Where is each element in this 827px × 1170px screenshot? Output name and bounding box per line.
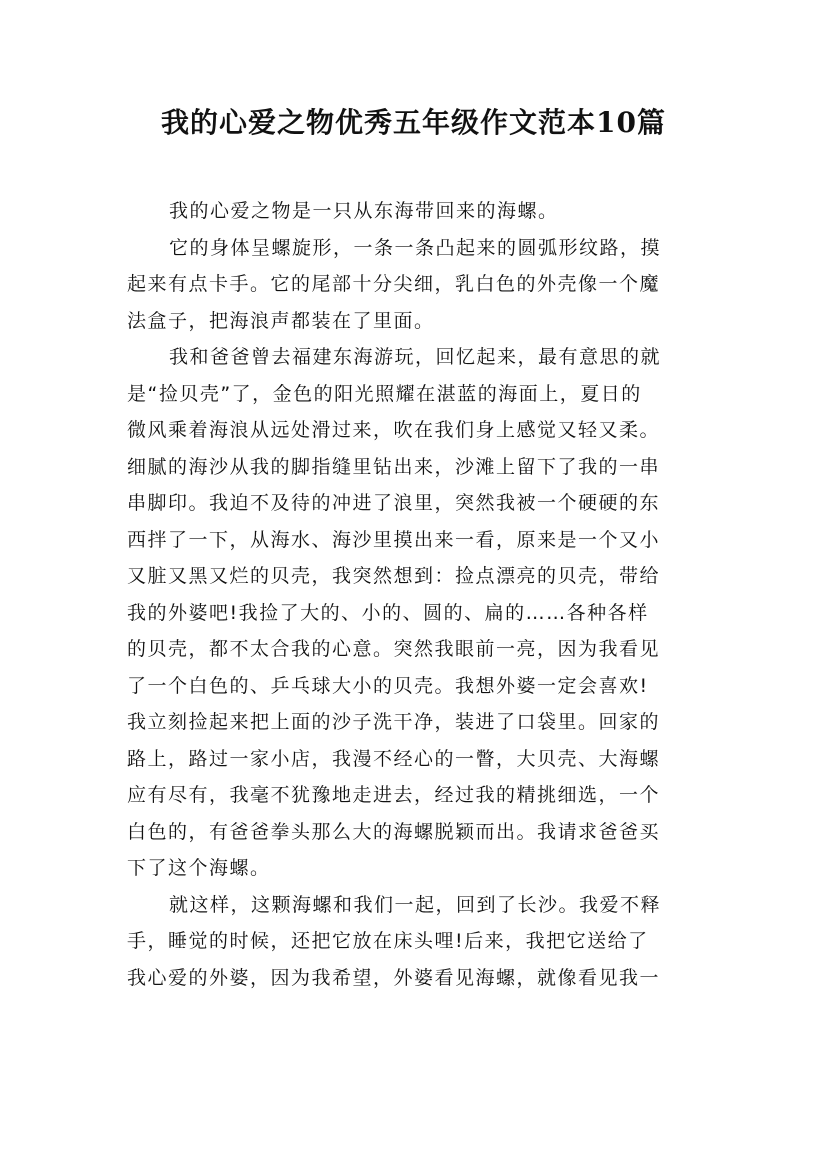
paragraph-line: 又脏又黑又烂的贝壳，我突然想到：捡点漂亮的贝壳，带给 bbox=[127, 565, 661, 587]
paragraph-line: 是“捡贝壳”了，金色的阳光照耀在湛蓝的海面上，夏日的 bbox=[127, 382, 642, 405]
paragraph-line: 手，睡觉的时候，还把它放在床头哩!后来，我把它送给了 bbox=[127, 930, 649, 952]
paragraph-line: 路上，路过一家小店，我漫不经心的一瞥，大贝壳、大海螺 bbox=[127, 747, 661, 770]
paragraph-line: 了一个白色的、乒乓球大小的贝壳。我想外婆一定会喜欢! bbox=[127, 674, 649, 697]
paragraph-line: 细腻的海沙从我的脚指缝里钻出来，沙滩上留下了我的一串 bbox=[127, 455, 661, 478]
paragraph-line: 我的外婆吧!我捡了大的、小的、圆的、扁的……各种各样 bbox=[127, 601, 649, 624]
paragraph-line: 法盒子，把海浪声都装在了里面。 bbox=[127, 309, 435, 332]
paragraph-line: 下了这个海螺。 bbox=[127, 857, 271, 879]
paragraph-line: 我心爱的外婆，因为我希望，外婆看见海螺，就像看见我一 bbox=[127, 966, 661, 989]
paragraph-line: 的贝壳，都不太合我的心意。突然我眼前一亮，因为我看见 bbox=[127, 638, 661, 660]
paragraph-line: 起来有点卡手。它的尾部十分尖细，乳白色的外壳像一个魔 bbox=[127, 273, 661, 295]
paragraph-line: 微风乘着海浪从远处滑过来，吹在我们身上感觉又轻又柔。 bbox=[127, 419, 661, 441]
paragraph-line: 白色的，有爸爸拳头那么大的海螺脱颖而出。我请求爸爸买 bbox=[127, 820, 661, 843]
paragraph-first-line: 我和爸爸曾去福建东海游玩，回忆起来，最有意思的就 bbox=[169, 346, 662, 368]
paragraph-line: 西拌了一下，从海水、海沙里摸出来一看，原来是一个又小 bbox=[127, 528, 661, 551]
paragraph-line: 应有尽有，我毫不犹豫地走进去，经过我的精挑细选，一个 bbox=[127, 784, 661, 806]
paragraph-first-line: 就这样，这颗海螺和我们一起，回到了长沙。我爱不释 bbox=[169, 893, 662, 916]
paragraph-first-line: 我的心爱之物是一只从东海带回来的海螺。 bbox=[169, 200, 559, 222]
paragraph-line: 我立刻捡起来把上面的沙子洗干净，装进了口袋里。回家的 bbox=[127, 711, 661, 733]
paragraph-first-line: 它的身体呈螺旋形，一条一条凸起来的圆弧形纹路，摸 bbox=[169, 236, 662, 259]
essay-body bbox=[127, 193, 711, 996]
document-title: 我的心爱之物优秀五年级作文范本10篇 bbox=[161, 106, 666, 139]
paragraph-line: 串脚印。我迫不及待的冲进了浪里，突然我被一个硬硬的东 bbox=[127, 492, 661, 514]
